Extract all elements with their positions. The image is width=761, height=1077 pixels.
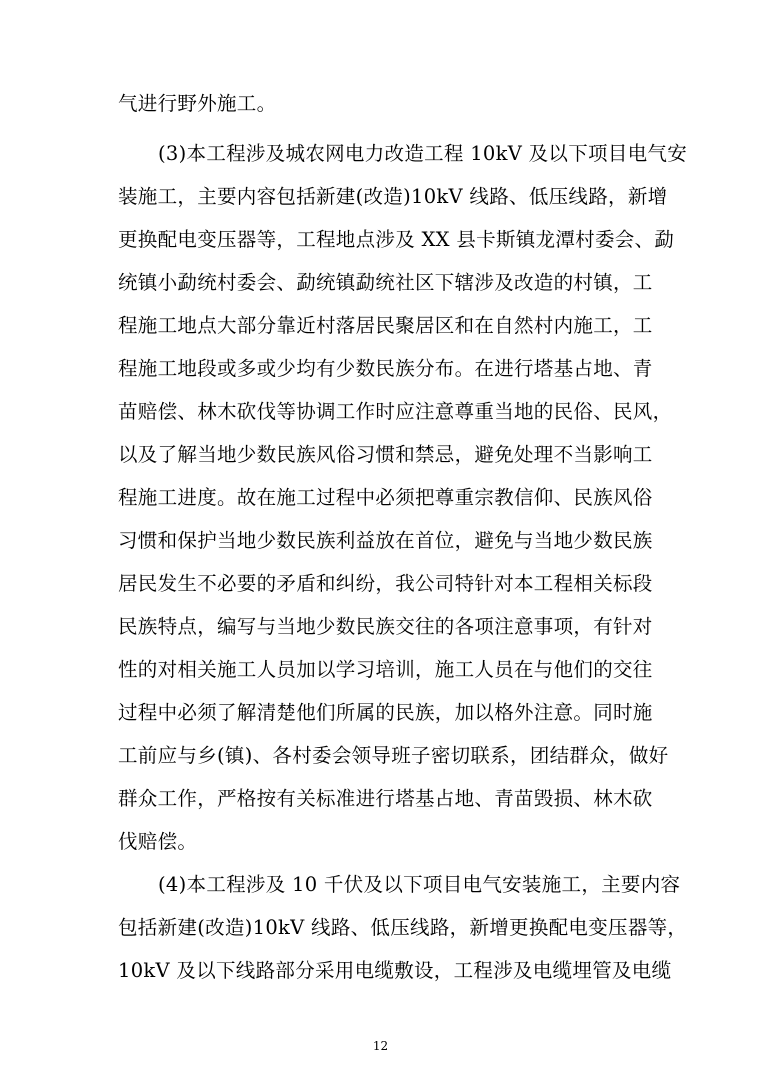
text-line: 过程中必须了解清楚他们所属的民族，加以格外注意。同时施 xyxy=(118,701,653,724)
text-line: 群众工作，严格按有关标准进行塔基占地、青苗毁损、林木砍 xyxy=(118,787,653,810)
text-line: 居民发生不必要的矛盾和纠纷，我公司特针对本工程相关标段 xyxy=(118,572,653,595)
text-line: 苗赔偿、林木砍伐等协调工作时应注意尊重当地的民俗、民风， xyxy=(118,400,673,423)
text-line: 民族特点，编写与当地少数民族交往的各项注意事项，有针对 xyxy=(118,615,653,638)
text-line: 10kV 及以下线路部分采用电缆敷设，工程涉及电缆埋管及电缆 xyxy=(118,959,672,982)
text-line: 更换配电变压器等，工程地点涉及 XX 县卡斯镇龙潭村委会、勐 xyxy=(118,228,675,251)
text-line: 以及了解当地少数民族风俗习惯和禁忌，避免处理不当影响工 xyxy=(118,443,653,466)
text-line: 工前应与乡(镇)、各村委会领导班子密切联系，团结群众，做好 xyxy=(118,744,669,767)
text-line: 装施工，主要内容包括新建(改造)10kV 线路、低压线路，新增 xyxy=(118,185,668,208)
text-line: 气进行野外施工。 xyxy=(118,92,277,115)
text-line: 习惯和保护当地少数民族利益放在首位，避免与当地少数民族 xyxy=(118,529,653,552)
text-line: 程施工进度。故在施工过程中必须把尊重宗教信仰、民族风俗 xyxy=(118,486,653,509)
text-line: 包括新建(改造)10kV 线路、低压线路，新增更换配电变压器等， xyxy=(118,916,688,939)
text-line: 伐赔偿。 xyxy=(118,830,198,853)
text-line: 程施工地点大部分靠近村落居民聚居区和在自然村内施工，工 xyxy=(118,314,653,337)
text-line: 性的对相关施工人员加以学习培训，施工人员在与他们的交往 xyxy=(118,658,653,681)
text-line: 程施工地段或多或少均有少数民族分布。在进行塔基占地、青 xyxy=(118,357,653,380)
text-line: 统镇小勐统村委会、勐统镇勐统社区下辖涉及改造的村镇，工 xyxy=(118,271,653,294)
paragraph-3-start: (3)本工程涉及城农网电力改造工程 10kV 及以下项目电气安 xyxy=(158,142,688,165)
page-number: 12 xyxy=(372,1039,389,1053)
paragraph-4-start: (4)本工程涉及 10 千伏及以下项目电气安装施工，主要内容 xyxy=(158,873,681,896)
